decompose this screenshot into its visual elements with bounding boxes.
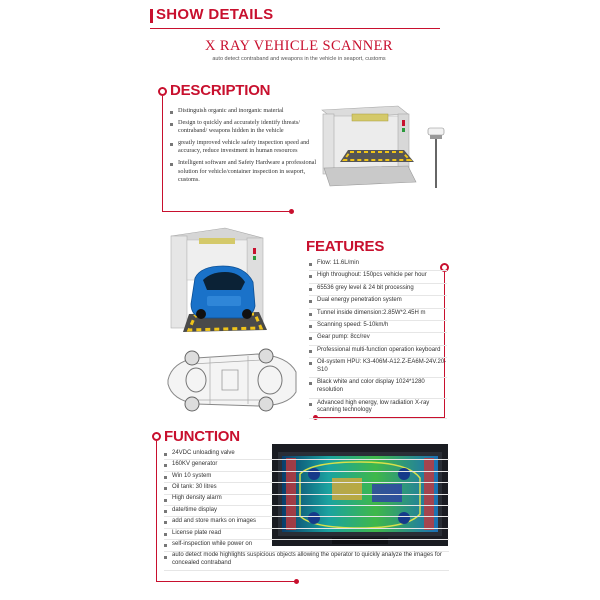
function-item: auto detect mode highlights suspicious objects allowing the operator to quickly analyze the images for concealed contraband — [164, 552, 449, 571]
function-item: date/time display — [164, 506, 449, 517]
function-ring-marker — [152, 432, 161, 441]
header-divider — [150, 28, 440, 29]
product-subtitle: auto detect contraband and weapons in the vehicle in seaport, customs — [212, 56, 386, 62]
description-item: Intelligent software and Safety Hardware a professional solution for vehicle/container inspection in seaport, customs. — [170, 159, 320, 185]
header-title: SHOW DETAILS — [156, 6, 274, 23]
description-bottom-line — [162, 211, 292, 212]
feature-item: Advanced high energy, low radiation X-ray scanning technology — [309, 399, 447, 419]
feature-item: Gear pump: 8cc/rev — [309, 333, 447, 345]
function-end-dot — [294, 579, 299, 584]
feature-item: Professional multi-function operation keyboard — [309, 346, 447, 358]
features-title: FEATURES — [306, 238, 385, 255]
function-bottom-line — [156, 581, 296, 582]
show-details-header — [150, 6, 440, 26]
feature-item: Oil-system HPU: K3-406M-A12.Z-EA6M-24V.20-S10 — [309, 358, 447, 378]
function-item: High density alarm — [164, 495, 449, 506]
scanner-car-image — [167, 226, 275, 336]
description-item: Design to quickly and accurately identify threats/ contraband/ weapons hidden in the vehicle — [170, 119, 320, 136]
features-list — [309, 259, 447, 419]
feature-item: Dual energy penetration system — [309, 296, 447, 308]
description-item: greatly improved vehicle safety inspection speed and accuracy, reduce investment in human resources — [170, 139, 320, 156]
description-end-dot — [289, 209, 294, 214]
feature-item: Flow: 11.6L/min — [309, 259, 447, 271]
function-item: License plate read — [164, 529, 449, 540]
feature-item: Tunnel inside dimension:2.85W*2.45H m — [309, 309, 447, 321]
product-title: X RAY VEHICLE SCANNER — [205, 38, 393, 54]
function-item: 24VDC unloading valve — [164, 449, 449, 460]
function-item: 160KV generator — [164, 460, 449, 471]
scanner-gantry-image — [318, 104, 450, 194]
description-vertical-line — [162, 96, 163, 212]
description-list — [170, 107, 320, 188]
function-item: Win 10 system — [164, 472, 449, 483]
xray-car-image — [162, 342, 302, 417]
function-item: add and store marks on images — [164, 517, 449, 528]
feature-item: 65536 grey level & 24 bit processing — [309, 284, 447, 296]
feature-item: High throughout: 150pcs vehicle per hour — [309, 271, 447, 283]
function-vertical-line — [156, 441, 157, 581]
description-ring-marker — [158, 87, 167, 96]
function-item: self-inspection while power on — [164, 540, 449, 551]
description-item: Distinguish organic and inorganic material — [170, 107, 320, 116]
description-title: DESCRIPTION — [170, 82, 271, 99]
feature-item: Scanning speed: 5-10km/h — [309, 321, 447, 333]
function-title: FUNCTION — [164, 428, 240, 445]
function-list — [164, 449, 449, 571]
header-accent-bar — [150, 9, 153, 23]
function-item: Oil tank: 30 litres — [164, 483, 449, 494]
feature-item: Black white and color display 1024*1280 resolution — [309, 378, 447, 398]
